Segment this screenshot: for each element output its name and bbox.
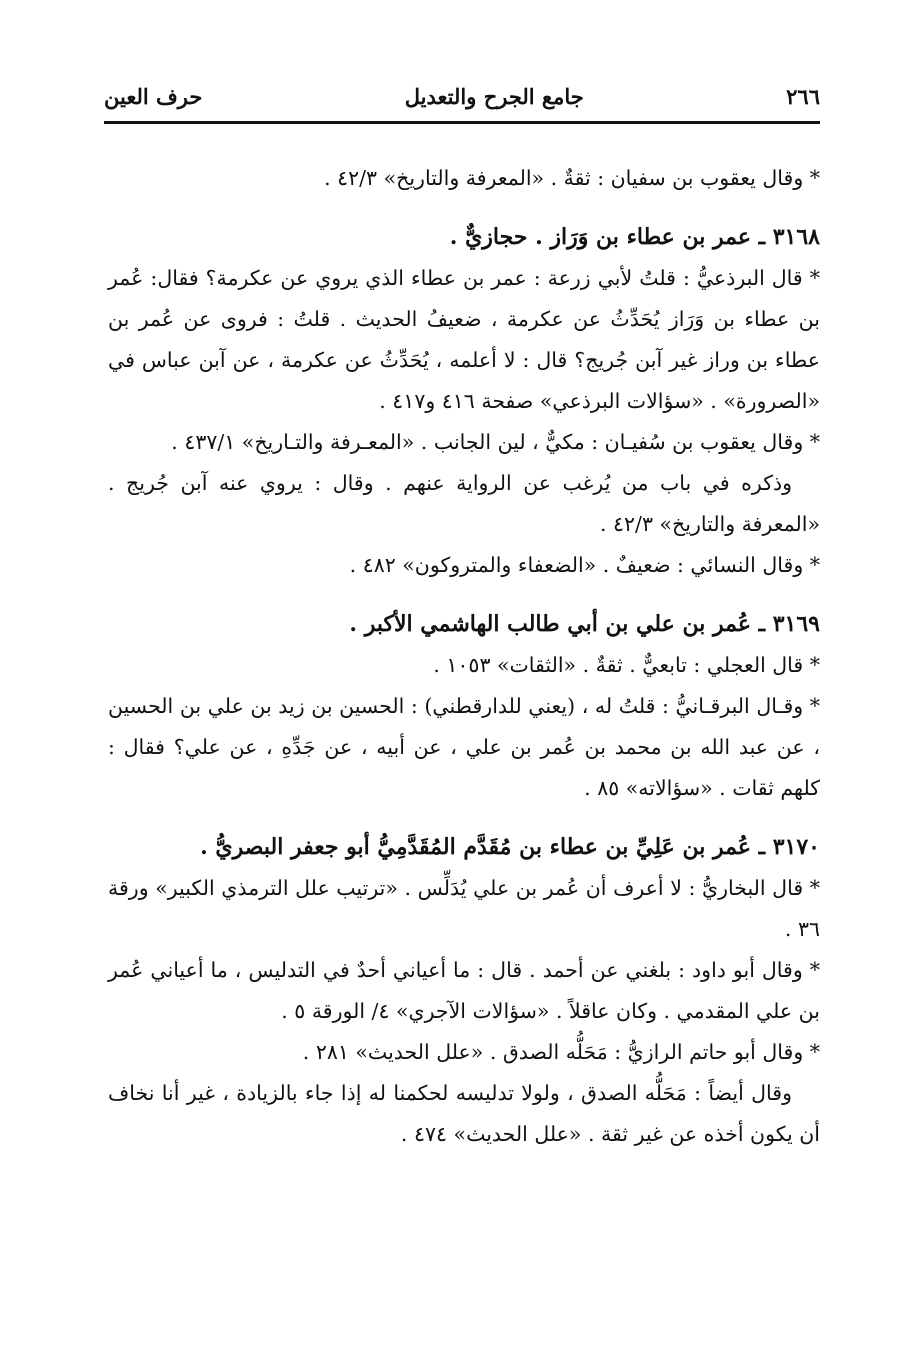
running-header bbox=[104, 84, 820, 118]
entry-title: ٣١٧٠ ـ عُمر بن عَلِيِّ بن عطاء بن مُقَدَّم المُقَدَّمِيُّ أبو جعفر البصريُّ . bbox=[200, 834, 820, 860]
paragraph: وقال أيضاً : مَحَلُّه الصدق ، ولولا تدليسه لحكمنا له إذا جاء بالزيادة ، غير أنا نخاف أن يكون أخذه عن غير ثقة . «علل الحديث» ٤٧٤ . bbox=[108, 1081, 820, 1146]
entry-continuation bbox=[108, 158, 820, 199]
entry-3169 bbox=[108, 604, 820, 809]
paragraph: * وقال أبو حاتم الرازيُّ : مَحَلُّه الصدق . «علل الحديث» ٢٨١ . bbox=[302, 1040, 820, 1064]
section-title: حرف العين bbox=[104, 84, 203, 109]
header-rule bbox=[104, 121, 820, 124]
paragraph: * وقال النسائي : ضعيفٌ . «الضعفاء والمتروكون» ٤٨٢ . bbox=[349, 553, 820, 577]
page-body bbox=[108, 158, 820, 1173]
book-title: جامع الجرح والتعديل bbox=[404, 84, 584, 109]
paragraph: * وقال يعقوب بن سفيان : ثقةٌ . «المعرفة والتاريخ» ٤٢/٣ . bbox=[324, 166, 820, 190]
page-number: ٢٦٦ bbox=[786, 84, 820, 109]
paragraph: وذكره في باب من يُرغب عن الرواية عنهم . وقال : يروي عنه آبن جُريج . «المعرفة والتاريخ» ٤٢/٣ . bbox=[108, 471, 820, 536]
paragraph: * وقـال البرقـانيُّ : قلتُ له ، (يعني للدارقطني) : الحسين بن زيد بن علي بن الحسين ، عن عبد الله بن محمد بن عُمر بن علي ، عن أبيه ، عن جَدِّهِ ، عن علي؟ فقال : كلهم ثقات . «سؤالاته» ٨٥ . bbox=[108, 694, 820, 800]
entry-title: ٣١٦٩ ـ عُمر بن علي بن أبي طالب الهاشمي الأكبر . bbox=[349, 611, 820, 637]
entry-3168 bbox=[108, 217, 820, 586]
paragraph: * قال العجلي : تابعيٌّ . ثقةٌ . «الثقات» ١٠٥٣ . bbox=[433, 653, 820, 677]
paragraph: * قال البرذعيُّ : قلتُ لأبي زرعة : عمر بن عطاء الذي يروي عن عكرمة؟ فقال: عُمر بن عطاء بن وَرَاز يُحَدِّثُ عن عكرمة ، ضعيفُ الحديث . قلتُ : فروى عن عُمر بن عطاء بن وراز غير آبن جُريج؟ قال : لا أعلمه ، يُحَدِّثُ عن عكرمة ، عن آبن عباس في «الصرورة» . «سؤالات البرذعي» صفحة ٤١٦ و٤١٧ . bbox=[108, 266, 820, 413]
entry-title: ٣١٦٨ ـ عمر بن عطاء بن وَرَاز . حجازيٌّ . bbox=[449, 224, 820, 250]
paragraph: * وقال أبو داود : بلغني عن أحمد . قال : ما أعياني أحدٌ في التدليس ، ما أعياني عُمر بن علي المقدمي . وكان عاقلاً . «سؤالات الآجري» ٤/ الورقة ٥ . bbox=[108, 958, 820, 1023]
paragraph: * قال البخاريُّ : لا أعرف أن عُمر بن علي يُدَلِّس . «ترتيب علل الترمذي الكبير» ورقة ٣٦ . bbox=[108, 876, 820, 941]
entry-3170 bbox=[108, 827, 820, 1155]
paragraph: * وقال يعقوب بن سُفيـان : مكيٌّ ، لين الجانب . «المعـرفة والتـاريخ» ٤٣٧/١ . bbox=[171, 430, 820, 454]
